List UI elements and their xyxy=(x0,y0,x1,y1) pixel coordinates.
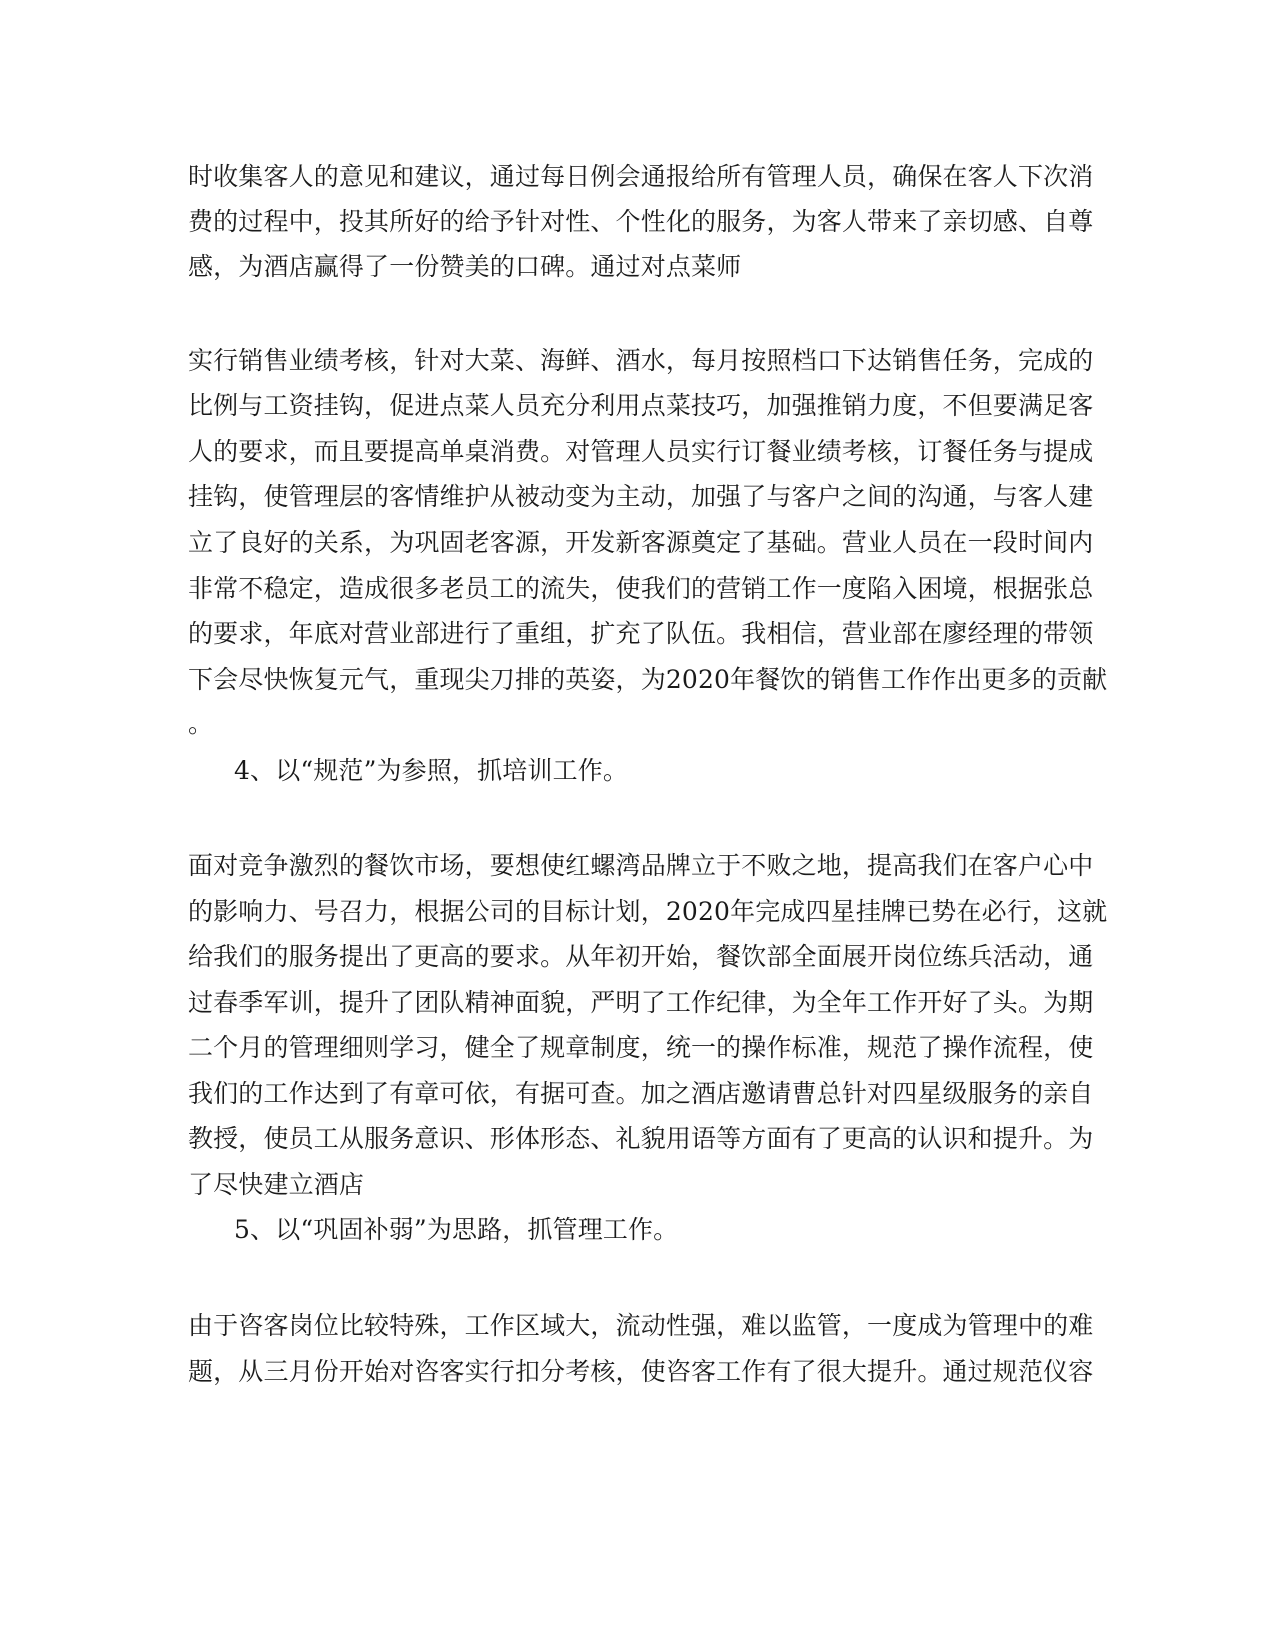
section-heading-4: 4、以“规范”为参照，抓培训工作。 xyxy=(234,756,629,785)
text-line: 人的要求，而且要提高单桌消费。对管理人员实行订餐业绩考核，订餐任务与提成 xyxy=(188,437,1094,466)
section-heading-5: 5、以“巩固补弱”为思路，抓管理工作。 xyxy=(234,1215,679,1244)
text-line: 。 xyxy=(188,709,214,738)
text-line: 二个月的管理细则学习，健全了规章制度，统一的操作标准，规范了操作流程，使 xyxy=(188,1033,1094,1062)
text-line: 时收集客人的意见和建议，通过每日例会通报给所有管理人员，确保在客人下次消 xyxy=(188,162,1094,191)
text-line: 下会尽快恢复元气，重现尖刀排的英姿，为2020年餐饮的销售工作作出更多的贡献 xyxy=(188,665,1108,694)
text-line: 题，从三月份开始对咨客实行扣分考核，使咨客工作有了很大提升。通过规范仪容 xyxy=(188,1357,1094,1386)
text-line: 比例与工资挂钩，促进点菜人员充分利用点菜技巧，加强推销力度，不但要满足客 xyxy=(188,391,1094,420)
text-line: 教授，使员工从服务意识、形体形态、礼貌用语等方面有了更高的认识和提升。为 xyxy=(188,1124,1094,1153)
text-line: 过春季军训，提升了团队精神面貌，严明了工作纪律，为全年工作开好了头。为期 xyxy=(188,988,1094,1017)
text-line: 了尽快建立酒店 xyxy=(188,1170,365,1199)
text-line: 面对竞争激烈的餐饮市场，要想使红螺湾品牌立于不败之地，提高我们在客户心中 xyxy=(188,851,1094,880)
text-line: 非常不稳定，造成很多老员工的流失，使我们的营销工作一度陷入困境，根据张总 xyxy=(188,574,1094,603)
text-line: 给我们的服务提出了更高的要求。从年初开始，餐饮部全面展开岗位练兵活动，通 xyxy=(188,942,1094,971)
text-line: 费的过程中，投其所好的给予针对性、个性化的服务，为客人带来了亲切感、自尊 xyxy=(188,207,1094,236)
text-line: 我们的工作达到了有章可依，有据可查。加之酒店邀请曹总针对四星级服务的亲自 xyxy=(188,1079,1094,1108)
text-line: 的要求，年底对营业部进行了重组，扩充了队伍。我相信，营业部在廖经理的带领 xyxy=(188,619,1094,648)
text-line: 实行销售业绩考核，针对大菜、海鲜、酒水，每月按照档口下达销售任务，完成的 xyxy=(188,346,1094,375)
text-line: 立了良好的关系，为巩固老客源，开发新客源奠定了基础。营业人员在一段时间内 xyxy=(188,528,1094,557)
text-line: 感，为酒店赢得了一份赞美的口碑。通过对点菜师 xyxy=(188,252,742,281)
text-line: 由于咨客岗位比较特殊，工作区域大，流动性强，难以监管，一度成为管理中的难 xyxy=(188,1311,1094,1340)
text-line: 挂钩，使管理层的客情维护从被动变为主动，加强了与客户之间的沟通，与客人建 xyxy=(188,482,1094,511)
text-line: 的影响力、号召力，根据公司的目标计划，2020年完成四星挂牌已势在必行，这就 xyxy=(188,897,1108,926)
